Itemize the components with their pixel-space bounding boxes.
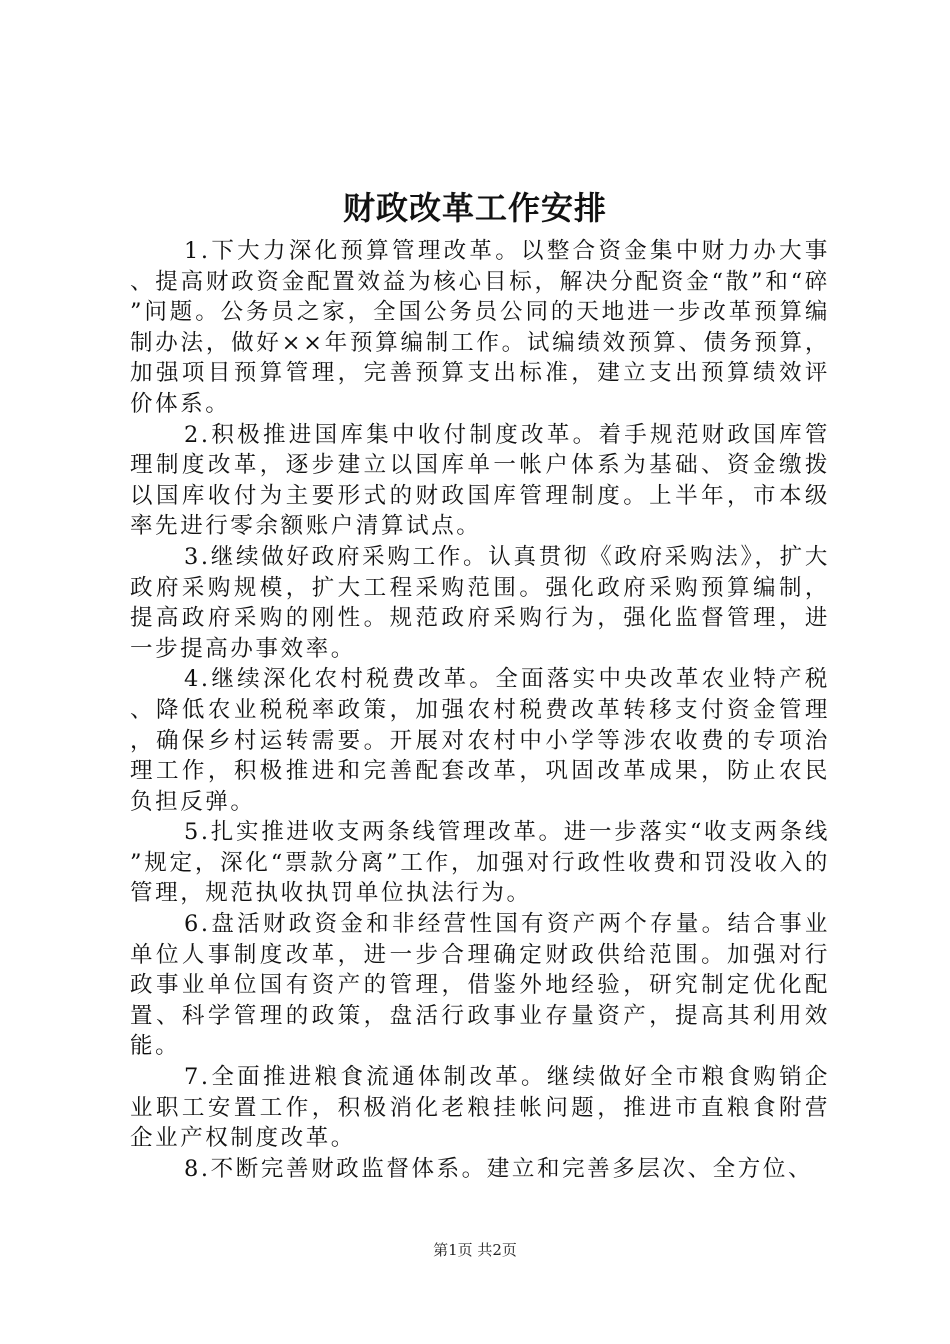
- paragraph-1: 1.下大力深化预算管理改革。以整合资金集中财力办大事、提高财政资金配置效益为核心目标，解决分配资金“散”和“碎”问题。公务员之家，全国公务员公同的天地进一步改革预算编制办法，做好××年预算编制工作。试编绩效预算、债务预算，加强项目预算管理，完善预算支出标准，建立支出预算绩效评价体系。: [130, 238, 830, 417]
- paragraph-6: 6.盘活财政资金和非经营性国有资产两个存量。结合事业单位人事制度改革，进一步合理确定财政供给范围。加强对行政事业单位国有资产的管理，借鉴外地经验，研究制定优化配置、科学管理的政策，盘活行政事业存量资产，提高其利用效能。: [130, 911, 830, 1060]
- document-title: 财政改革工作安排: [342, 189, 607, 227]
- page-number-footer: 第1页 共2页: [433, 1241, 517, 1259]
- paragraph-4: 4.继续深化农村税费改革。全面落实中央改革农业特产税、降低农业税税率政策，加强农村税费改革转移支付资金管理，确保乡村运转需要。开展对农村中小学等涉农收费的专项治理工作，积极推进和完善配套改革，巩固改革成果，防止农民负担反弹。: [130, 666, 830, 815]
- paragraph-3: 3.继续做好政府采购工作。认真贯彻《政府采购法》，扩大政府采购规模，扩大工程采购范围。强化政府采购预算编制，提高政府采购的刚性。规范政府采购行为，强化监督管理，进一步提高办事效率。: [130, 543, 830, 662]
- paragraph-2: 2.积极推进国库集中收付制度改革。着手规范财政国库管理制度改革，逐步建立以国库单一帐户体系为基础、资金缴拨以国库收付为主要形式的财政国库管理制度。上半年，市本级率先进行零余额账户清算试点。: [130, 421, 830, 540]
- document-body: [130, 236, 830, 1184]
- paragraph-5: 5.扎实推进收支两条线管理改革。进一步落实“收支两条线”规定，深化“票款分离”工作，加强对行政性收费和罚没收入的管理，规范执收执罚单位执法行为。: [130, 819, 830, 907]
- paragraph-8: 8.不断完善财政监督体系。建立和完善多层次、全方位、: [184, 1155, 814, 1182]
- paragraph-7: 7.全面推进粮食流通体制改革。继续做好全市粮食购销企业职工安置工作，积极消化老粮挂帐问题，推进市直粮食附营企业产权制度改革。: [130, 1064, 830, 1152]
